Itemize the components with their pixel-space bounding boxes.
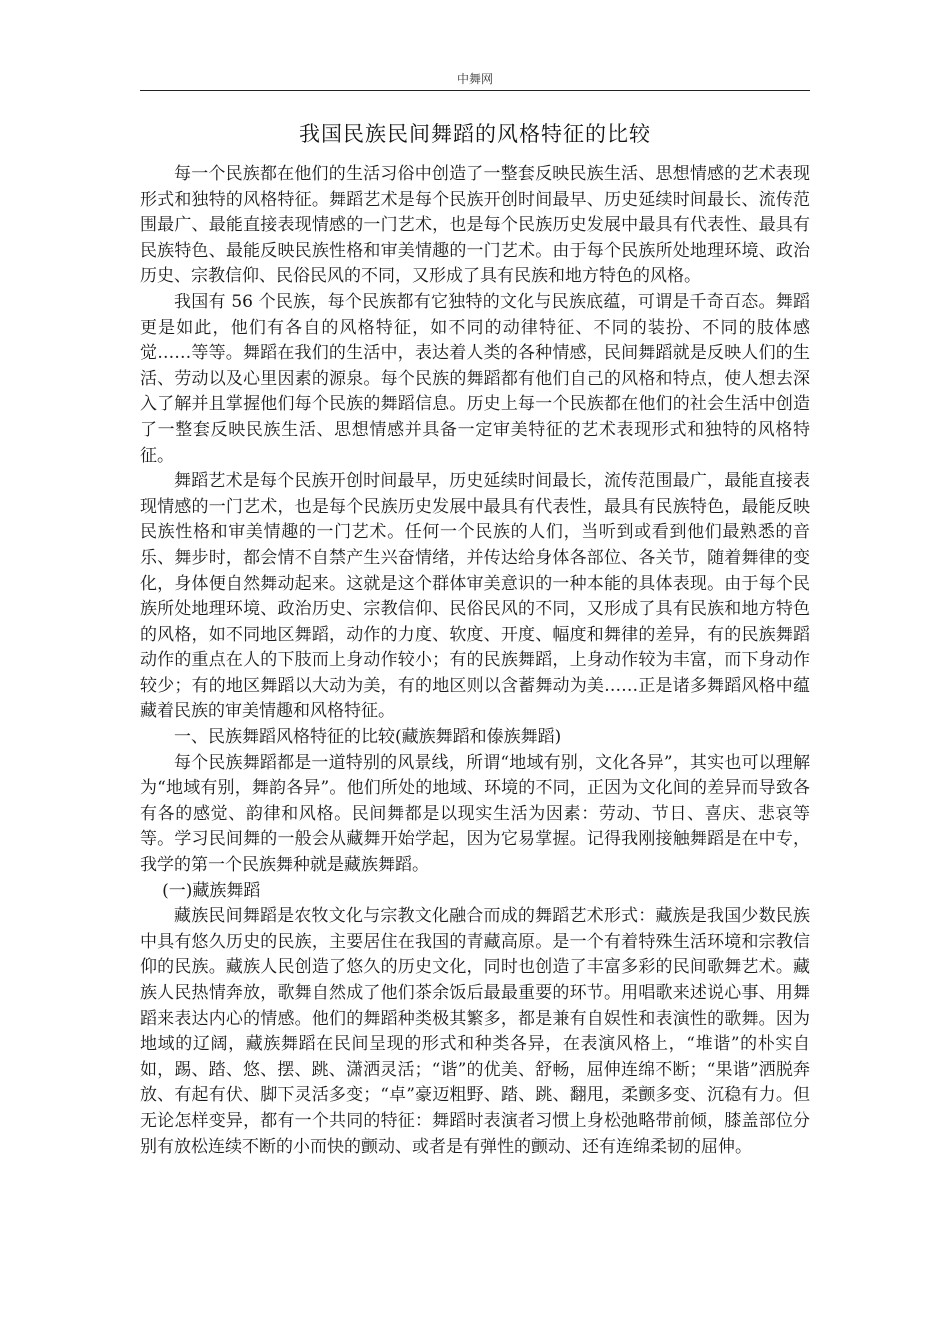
paragraph-regional-differences: 每个民族舞蹈都是一道特别的风景线，所谓“地域有别，文化各异”，其实也可以理解为“地域有别，舞韵各异”。他们所处的地域、环境的不同，正因为文化间的差异而导致各有各的感觉、韵律和风格。民间舞都是以现实生活为因素：劳动、节日、喜庆、悲哀等等。学习民间舞的一般会从藏舞开始学起，因为它易掌握。记得我刚接触舞蹈是在中专，我学的第一个民族舞种就是藏族舞蹈。 xyxy=(140,752,810,876)
paragraph-dance-art: 舞蹈艺术是每个民族开创时间最早，历史延续时间最长，流传范围最广，最能直接表现情感的一门艺术，也是每个民族历史发展中最具有代表性，最具有民族特色，最能反映民族性格和审美情趣的一门艺术。任何一个民族的人们，当听到或看到他们最熟悉的音乐、舞步时，都会情不自禁产生兴奋情绪，并传达给身体各部位、各关节，随着舞律的变化，身体便自然舞动起来。这就是这个群体审美意识的一种本能的具体表现。由于每个民族所处地理环境、政治历史、宗教信仰、民俗民风的不同，又形成了具有民族和地方特色的风格，如不同地区舞蹈，动作的力度、软度、开度、幅度和舞律的差异，有的民族舞蹈动作的重点在人的下肢而上身动作较小；有的民族舞蹈，上身动作较为丰富，而下身动作较少；有的地区舞蹈以大动为美，有的地区则以含蓄舞动为美……正是诸多舞蹈风格中蕴藏着民族的审美情趣和风格特征。 xyxy=(140,471,810,722)
subsection-heading-tibetan-dance: (一)藏族舞蹈 xyxy=(162,880,261,901)
paragraph-intro: 每一个民族都在他们的生活习俗中创造了一整套反映民族生活、思想情感的艺术表现形式和独特的风格特征。舞蹈艺术是每个民族开创时间最早、历史延续时间最长、流传范围最广、最能直接表现情感的一门艺术，也是每个民族历史发展中最具有代表性、最具有民族特色、最能反映民族性格和审美情趣的一门艺术。由于每个民族所处地理环境、政治历史、宗教信仰、民俗民风的不同，又形成了具有民族和地方特色的风格。 xyxy=(140,164,810,287)
paragraph-56-ethnic-groups: 我国有 56 个民族，每个民族都有它独特的文化与民族底蕴，可谓是千奇百态。舞蹈更是如此，他们有各自的风格特征，如不同的动律特征、不同的装扮、不同的肢体感觉……等等。舞蹈在我们的生活中，表达着人类的各种情感，民间舞蹈就是反映人们的生活、劳动以及心里因素的源泉。每个民族的舞蹈都有他们自己的风格和特点，使人想去深入了解并且掌握他们每个民族的舞蹈信息。历史上每一个民族都在他们的社会生活中创造了一整套反映民族生活、思想情感并具备一定审美特征的艺术表现形式和独特的风格特征。 xyxy=(140,291,810,466)
section-heading-comparison: 一、民族舞蹈风格特征的比较(藏族舞蹈和傣族舞蹈) xyxy=(174,727,562,748)
paragraph-tibetan-dance: 藏族民间舞蹈是农牧文化与宗教文化融合而成的舞蹈艺术形式：藏族是我国少数民族中具有悠久历史的民族，主要居住在我国的青藏高原。是一个有着特殊生活环境和宗教信仰的民族。藏族人民创造了悠久的历史文化，同时也创造了丰富多彩的民间歌舞艺术。藏族人民热情奔放，歌舞自然成了他们茶余饭后最最重要的环节。用唱歌来述说心事、用舞蹈来表达内心的情感。他们的舞蹈种类极其繁多，都是兼有自娱性和表演性的歌舞。因为地域的辽阔，藏族舞蹈在民间呈现的形式和种类各异，在表演风格上，“堆谐”的朴实自如，踢、踏、悠、摆、跳、潇洒灵活；“谐”的优美、舒畅，屈伸连绵不断；“果谐”洒脱奔放、有起有伏、脚下灵活多变；“卓”豪迈粗野、踏、跳、翻甩，柔颤多变、沉稳有力。但无论怎样变异，都有一个共同的特征：舞蹈时表演者习惯上身松弛略带前倾，膝盖部位分别有放松连续不断的小而快的颤动、或者是有弹性的颤动、还有连绵柔韧的屈伸。 xyxy=(140,906,810,1157)
document-body xyxy=(140,162,810,1160)
document-title: 我国民族民间舞蹈的风格特征的比较 xyxy=(299,122,651,146)
header-divider xyxy=(140,90,810,91)
header-site-name: 中舞网 xyxy=(456,72,493,86)
